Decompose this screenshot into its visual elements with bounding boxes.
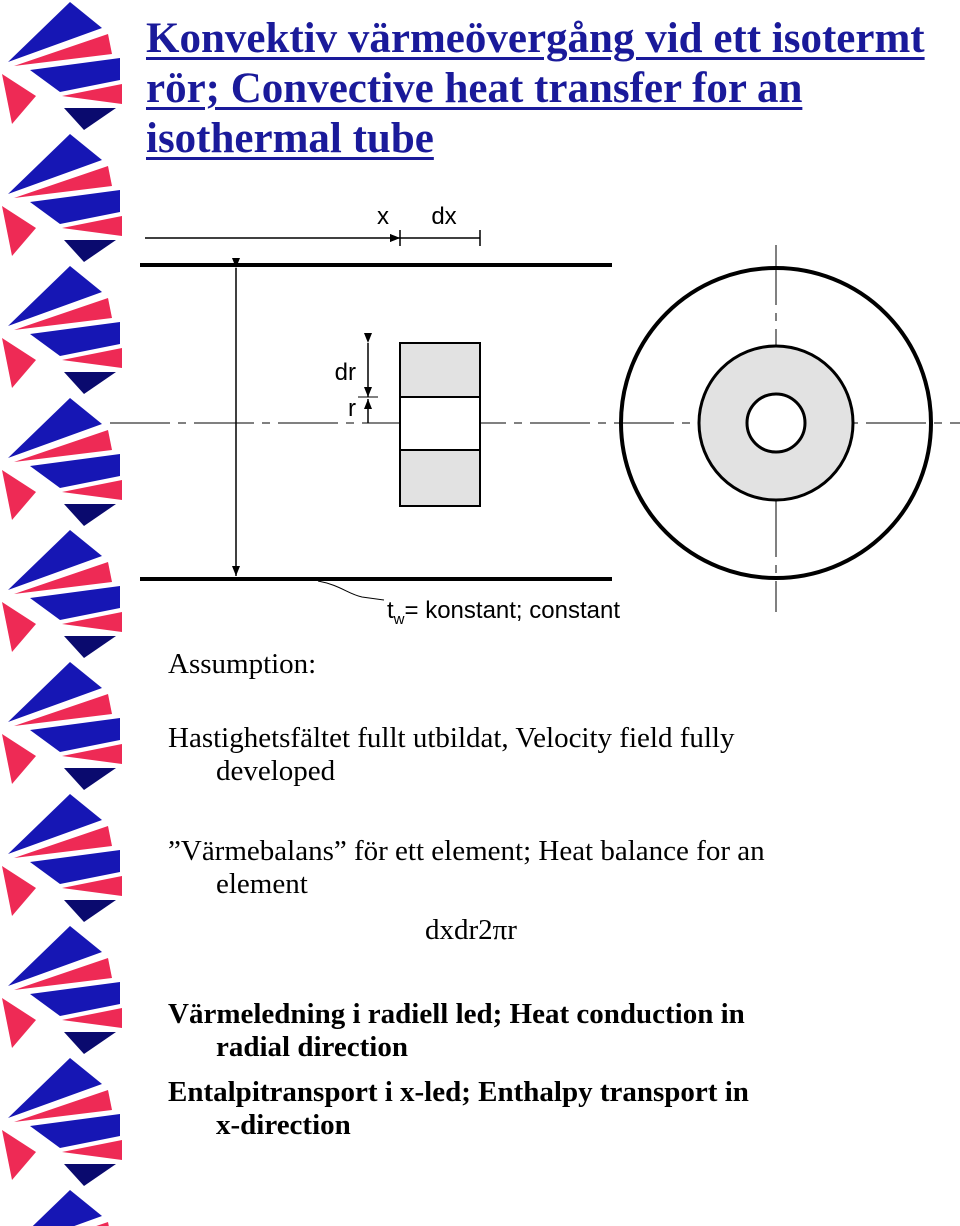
stripe-shape [2, 1130, 36, 1180]
wall-leader-line [318, 581, 384, 600]
label-x: x [377, 203, 389, 230]
assumption-label: Assumption: [168, 648, 317, 680]
label-dr: dr [334, 359, 356, 386]
stripe-shape [64, 768, 116, 790]
stripe-shape [30, 58, 120, 92]
stripe-shape [30, 982, 120, 1016]
heat-conduction-radial: Värmeledning i radiell led; Heat conduction in radial direction [168, 998, 745, 1063]
stripe-shape [64, 900, 116, 922]
stripe-shape [30, 1114, 120, 1148]
label-dx: dx [431, 203, 457, 230]
stripe-shape [64, 1032, 116, 1054]
stripe-shape [8, 1190, 102, 1226]
stripe-shape [2, 470, 36, 520]
stripe-shape [2, 866, 36, 916]
stripe-shape [2, 206, 36, 256]
label-r: r [348, 395, 356, 422]
stripe-shape [30, 718, 120, 752]
ring-element-core [400, 397, 480, 450]
element-volume-formula: dxdr2πr [425, 914, 517, 946]
stripe-shape [2, 338, 36, 388]
stripe-shape [64, 1164, 116, 1186]
tube-diagram [100, 190, 960, 630]
wall-temperature-label: $t_w=$ konstant; constant [387, 597, 620, 628]
assumption-heat-balance: ”Värmebalans” för ett element; Heat balance for an element [168, 835, 765, 900]
ring-element-lower [400, 450, 480, 506]
stripe-shape [2, 602, 36, 652]
element-inner-radius [747, 394, 805, 452]
stripe-shape [2, 734, 36, 784]
ring-element-upper [400, 343, 480, 397]
stripe-shape [2, 74, 36, 124]
stripe-shape [30, 850, 120, 884]
stripe-shape [64, 636, 116, 658]
page-title: Konvektiv värmeövergång vid ett isotermt rör; Convective heat transfer for an isothermal tube [146, 15, 925, 162]
enthalpy-transport-x: Entalpitransport i x-led; Enthalpy transport in x-direction [168, 1076, 749, 1141]
stripe-shape [64, 108, 116, 130]
assumption-velocity-field: Hastighetsfältet fullt utbildat, Velocity field fully developed [168, 722, 735, 787]
stripe-shape [2, 998, 36, 1048]
